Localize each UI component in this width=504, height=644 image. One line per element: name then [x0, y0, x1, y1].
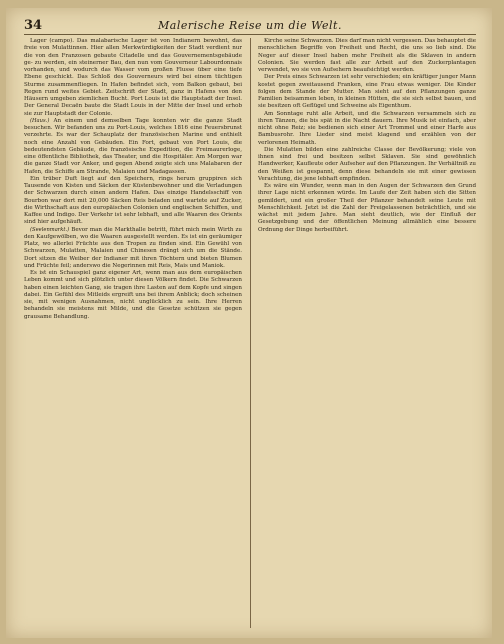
- page-number: 34: [24, 18, 43, 33]
- margin-note: ( Haus. ): [30, 118, 49, 124]
- paragraph: Der Preis eines Schwarzen ist sehr verschieden; ein kräftiger junger Mann kostet gegen zweitausend Franken, eine Frau etwas weniger. Die Kinder folgen dem Stande der Mutter. Man sieht auf den Pflanzungen ganze Familien beisammen leben, in kleinen Hütten, die sie sich selbst bauen, und sie besitzen oft Geflügel und Schweine als Eigenthum.: [258, 74, 476, 110]
- column-divider: [250, 38, 251, 628]
- paragraph: Lager (campo). Das malabarische Lager ist von Indianern bewohnt, das freie von Mulattinnen. Hier allen Merkwürdigkeiten der Stadt verdient nur die von den Franzosen gebaute Citadelle und das Gouvernementsgebäude ge- zu werden, ein steinerner Bau, den nun vom Gouverneur Labourdonnais vorhanden, und wodurch das Wasser vom großen Flusse über eine tiefe Ebene geschickt. Das Schloß des Gouverneurs wird bei einem tüchtigen Sturme zusammenfliegen. In Hafen befindet sich, vom Balkon gebaut, bei Regen rund weites Gebiet. Zeitschrift der Stadt, ganz in Hafens von den Häusern umgeben ziemlichen Bucht. Port Louis ist die Hauptstadt der Insel. Der General Decaën baute die Stadt Louis in der Mitte der Insel und erhob sie zur Hauptstadt der Colonie.: [24, 38, 242, 117]
- book-page: [6, 8, 492, 638]
- left-column: [24, 38, 242, 628]
- running-title: Malerische Reise um die Welt.: [158, 19, 342, 32]
- right-column: [258, 38, 476, 628]
- paragraph: Es wäre ein Wunder, wenn man in den Augen der Schwarzen den Grund ihrer Lage nicht erkennen würde. Im Laufe der Zeit haben sich die Sitten gemildert, und ein großer Theil der Pflanzer behandelt seine Leute mit Menschlichkeit. Jetzt ist die Zahl der Freigelassenen beträchtlich, und sie wächst mit jedem Jahre. Man sieht deutlich, wie der Einfluß der Gesetzgebung und der öffentlichen Meinung allmählich eine bessere Ordnung der Dinge herbeiführt.: [258, 183, 476, 233]
- page-header: [24, 18, 476, 35]
- paragraph: Es ist ein Schauspiel ganz eigener Art, wenn man aus dem europäischen Leben kommt und sich plötzlich unter diesen Völkern findet. Die Schwarzen haben einen leichten Gang, sie tragen ihre Lasten auf dem Kopfe und singen dabei. Ein Gefühl des Mitleids ergreift uns bei ihrem Anblick; doch scheinen sie, mit wenigen Ausnahmen, nicht unglücklich zu sein. Ihre Herren behandeln sie meistens mit Milde, und die Gesetze schützen sie gegen grausame Behandlung.: [24, 270, 242, 320]
- paragraph: ( Haus. ) An einem und demselben Tage konnten wir die ganze Stadt besuchen. Wir befanden uns zu Port-Louis, welches 1816 eine Feuersbrunst verzehrte. Es war der Schauplatz der französischen Marine und enthielt noch eine Anzahl von Gebäuden. Ein Fort, gebaut von Port Louis, die bedeutendsten Gebäude, die französische Expedition, die Freimaurerloge, eine öffentliche Bibliothek, das Theater, und die Hospitäler. Am Morgen war die ganze Stadt vor Anker, und gegen Abend zeigte sich uns Malabaren der Hafen, die Schiffe am Strande, Malaien und Madagassen.: [24, 118, 242, 176]
- paragraph: Die Mulatten bilden eine zahlreiche Classe der Bevölkerung; viele von ihnen sind frei und besitzen selbst Sklaven. Sie sind gewöhnlich Handwerker, Kaufleute oder Aufseher auf den Pflanzungen. Ihr Verhältniß zu den Weißen ist gespannt, denn diese behandeln sie mit einer gewissen Verachtung, die jene lebhaft empfinden.: [258, 146, 476, 182]
- paragraph: ( Seelenmarkt. ) Bevor man die Markthalle betritt, führt mich mein Wirth zu den Kaufgewölben, wo die Waaren ausgestellt werden. Es ist ein geräumiger Platz, wo allerlei Früchte aus den Tropen zu finden sind. Ein Gewühl von Schwarzen, Mulatten, Malaien und Chinesen drängt sich um die Stände. Dort sitzen die Weiber der Indianer mit ihren Töchtern und bieten Blumen und Früchte feil; anderswo die Negerinnen mit Reis, Mais und Maniok.: [24, 227, 242, 271]
- margin-note: ( Seelenmarkt. ): [30, 227, 69, 233]
- paragraph: Ein trüber Duft liegt auf den Speichern, rings herum gruppiren sich Tausende von Kisten und Säcken der Küstenbewohner und die Verladungen der Schwarzen durch einen andern Hafen. Das einzige Handelsschiff von Bourbon war dort mit 20,000 Säcken Reis beladen und wartete auf Zucker, die Wirthschaft aus den europäischen Colonien und englischen Schiffen, und Kaffee und Indigo. Der Verkehr ist sehr lebhaft, und alle Waaren des Orients sind hier aufgehäuft.: [24, 175, 242, 226]
- paragraph: Am Sonntage ruht alle Arbeit, und die Schwarzen versammeln sich zu ihren Tänzen, die bis spät in die Nacht dauern. Ihre Musik ist einfach, aber nicht ohne Reiz; sie bedienen sich einer Art Trommel und einer Harfe aus Bambusrohr. Ihre Lieder sind meist klagend und erzählen von der verlorenen Heimath.: [258, 110, 476, 146]
- paragraph: Kirche seine Schwarzen. Dies darf man nicht vergessen. Das behauptet die menschlichen Begriffe von Freiheit und Recht, die uns so lieb sind. Die Neger auf dieser Insel haben mehr Freiheit als die Sklaven in andern Colonien. Sie werden fast alle zur Arbeit auf den Zuckerplantagen verwendet, wo sie von Aufsehern beaufsichtigt werden.: [258, 38, 476, 73]
